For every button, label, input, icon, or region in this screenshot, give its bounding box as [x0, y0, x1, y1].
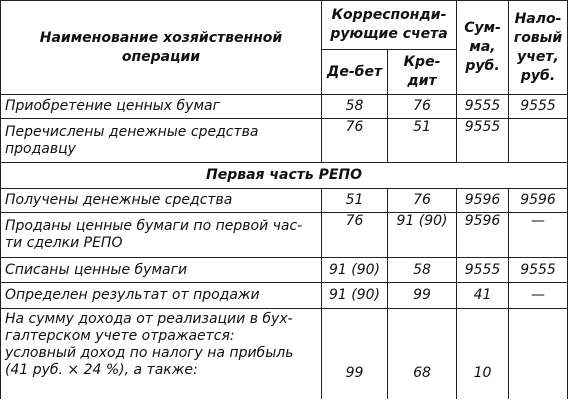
row-name: Проданы ценные бумаги по первой час-ти сделки РЕПО [1, 213, 322, 258]
row-tax: — [509, 283, 568, 309]
header-credit: Кре-дит [388, 50, 457, 95]
row-debit: 76 [322, 213, 388, 258]
row-name-line1: На сумму дохода от реализации в бух-галтерском учете отражается: [5, 311, 293, 344]
row-credit: 76 [388, 95, 457, 119]
row-sum: 9555 [457, 119, 509, 163]
row-sum: 9596 [457, 213, 509, 258]
header-debit: Де-бет [322, 50, 388, 95]
row-tax: 9555 [509, 95, 568, 119]
row-name [1, 309, 322, 399]
header-tax-accounting: Нало-говый учет, руб. [509, 1, 568, 95]
table-row [1, 119, 568, 163]
table-row [1, 283, 568, 309]
row-credit: 58 [388, 258, 457, 283]
row-credit: 76 [388, 189, 457, 213]
row-debit: 99 [322, 309, 388, 399]
row-name: Приобретение ценных бумаг [1, 95, 322, 119]
row-debit: 51 [322, 189, 388, 213]
row-debit: 58 [322, 95, 388, 119]
header-sum: Сум-ма, руб. [457, 1, 509, 95]
row-name: Получены денежные средства [1, 189, 322, 213]
row-credit: 91 (90) [388, 213, 457, 258]
row-name: Списаны ценные бумаги [1, 258, 322, 283]
row-credit: 99 [388, 283, 457, 309]
row-name-line2: условный доход по налогу на прибыль (41 руб. × 24 %), а также: [5, 345, 294, 378]
table-row [1, 95, 568, 119]
table-row [1, 258, 568, 283]
table-row [1, 189, 568, 213]
row-sum: 9596 [457, 189, 509, 213]
row-tax: 9555 [509, 258, 568, 283]
row-debit: 76 [322, 119, 388, 163]
header-operation-name: Наименование хозяйственной операции [1, 1, 322, 95]
table-row [1, 213, 568, 258]
header-corresponding-accounts: Корреспонди-рующие счета [322, 1, 457, 50]
row-credit: 51 [388, 119, 457, 163]
row-sum: 9555 [457, 95, 509, 119]
row-debit: 91 (90) [322, 283, 388, 309]
section-row [1, 163, 568, 189]
header-row [1, 1, 568, 50]
row-credit: 68 [388, 309, 457, 399]
table-row [1, 309, 568, 399]
section-title: Первая часть РЕПО [1, 163, 568, 189]
row-tax: — [509, 213, 568, 258]
row-tax [509, 119, 568, 163]
row-tax: 9596 [509, 189, 568, 213]
row-debit: 91 (90) [322, 258, 388, 283]
row-sum: 9555 [457, 258, 509, 283]
row-sum: 41 [457, 283, 509, 309]
row-name: Перечислены денежные средства продавцу [1, 119, 322, 163]
row-tax [509, 309, 568, 399]
row-sum: 10 [457, 309, 509, 399]
row-name: Определен результат от продажи [1, 283, 322, 309]
